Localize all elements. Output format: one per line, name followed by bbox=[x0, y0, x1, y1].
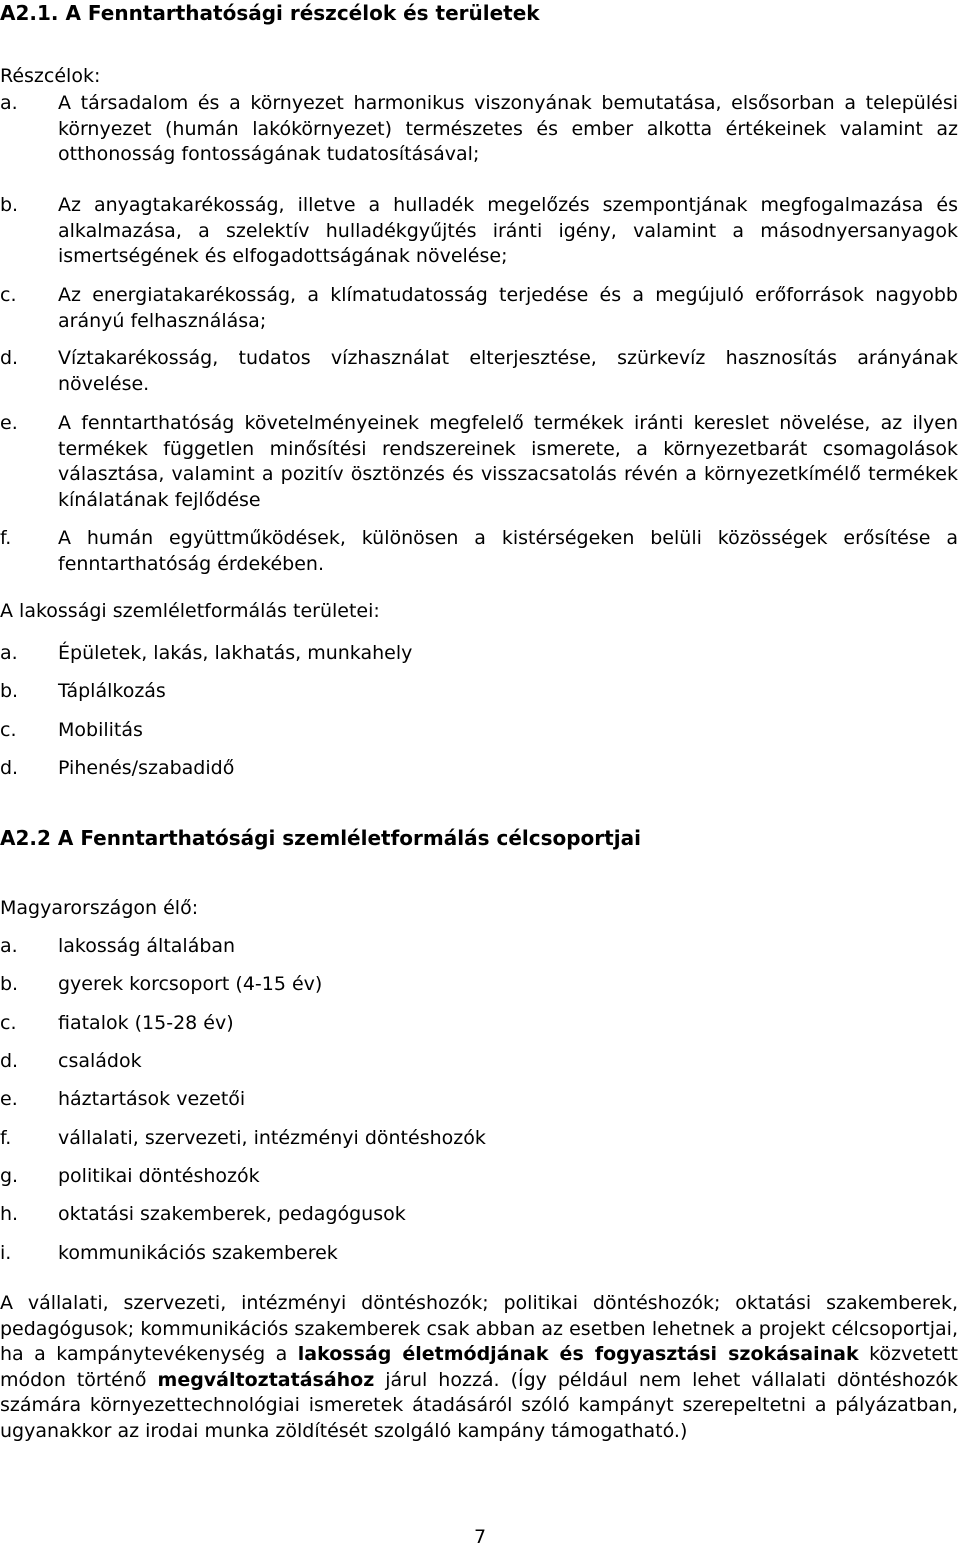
list-item-text: Víztakarékosság, tudatos vízhasználat elterjesztése, szürkevíz hasznosítás arányának növelése. bbox=[58, 347, 958, 395]
closing-text: járul hozzá. (Így például nem lehet vállalati döntéshozók számára környezettechnológiai ismeretek átadásáról szóló kampányt szerepeltetni a pályázatban, ugyanakkor az irodai munka zöldítését szolgáló kampány támogatható.) bbox=[0, 1368, 958, 1442]
list-item-text: politikai döntéshozók bbox=[58, 1165, 260, 1187]
list-item-text: Táplálkozás bbox=[58, 680, 166, 702]
list-item bbox=[0, 411, 958, 513]
subgoals-label: Részcélok: bbox=[0, 65, 101, 87]
list-marker: i. bbox=[0, 1242, 12, 1264]
list-marker: h. bbox=[0, 1203, 19, 1225]
list-item bbox=[0, 1163, 260, 1189]
list-item-text: lakosság általában bbox=[58, 935, 236, 957]
list-item bbox=[0, 1048, 142, 1074]
list-item-text: A társadalom és a környezet harmonikus viszonyának bemutatása, elsősorban a települési környezet (humán lakókörnyezet) természetes és ember alkotta értékeinek valamint az otthonosság fontosságának tudatosításával; bbox=[58, 92, 958, 165]
closing-text: A vállalati, szervezeti, intézményi döntéshozók; politikai döntéshozók; oktatási szakemberek, pedagógusok; kommunikációs szakemberek csak abban az esetben lehetnek a projekt célcsoportjai, ha a kampánytevékenység a bbox=[0, 1292, 958, 1365]
list-item bbox=[0, 1086, 245, 1112]
list-item bbox=[0, 933, 235, 959]
closing-emphasis: lakosság életmódjának és fogyasztási szokásainak bbox=[297, 1343, 859, 1365]
list-marker: e. bbox=[0, 412, 18, 434]
list-marker: b. bbox=[0, 194, 19, 216]
list-marker: b. bbox=[0, 973, 19, 995]
list-item-text: háztartások vezetői bbox=[58, 1088, 246, 1110]
list-item bbox=[0, 640, 412, 666]
list-item-text: oktatási szakemberek, pedagógusok bbox=[58, 1203, 406, 1225]
list-item-text: A fenntarthatóság követelményeinek megfelelő termékek iránti kereslet növelése, az ilyen termékek független minősítési rendszereinek ismerete, a környezetbarát csomagolások választása, valamint a pozitív ösztönzés és visszacsatolás révén a környezetkímélő termékek kínálatának fejlődése bbox=[58, 412, 958, 511]
groups-label: Magyarországon élő: bbox=[0, 897, 199, 919]
list-item bbox=[0, 91, 958, 168]
list-marker: f. bbox=[0, 527, 12, 549]
page-number: 7 bbox=[473, 1526, 487, 1548]
list-item bbox=[0, 193, 958, 270]
list-item-text: Épületek, lakás, lakhatás, munkahely bbox=[58, 642, 413, 664]
list-item-text: családok bbox=[58, 1050, 142, 1072]
list-marker: c. bbox=[0, 719, 17, 741]
list-item bbox=[0, 526, 958, 577]
list-item-text: Az anyagtakarékosság, illetve a hulladék megelőzés szempontjának megfogalmazása és alkalmazása, a szelektív hulladékgyűjtés iránti igény, valamint a másodnyersanyagok ismertségének és elfogadottságának növelése; bbox=[58, 194, 958, 267]
list-marker: c. bbox=[0, 284, 17, 306]
list-item-text: vállalati, szervezeti, intézményi döntéshozók bbox=[58, 1127, 486, 1149]
list-item-text: A humán együttműködések, különösen a kistérségeken belüli közösségek erősítése a fenntarthatóság érdekében. bbox=[58, 527, 958, 575]
list-marker: d. bbox=[0, 347, 19, 369]
list-item-text: fiatalok (15-28 év) bbox=[58, 1012, 234, 1034]
list-marker: a. bbox=[0, 92, 18, 114]
list-item bbox=[0, 1240, 338, 1266]
list-marker: f. bbox=[0, 1127, 12, 1149]
section-2-heading: A2.2 A Fenntarthatósági szemléletformálás célcsoportjai bbox=[0, 826, 641, 850]
list-item-text: gyerek korcsoport (4-15 év) bbox=[58, 973, 323, 995]
closing-emphasis: megváltoztatásához bbox=[157, 1368, 375, 1391]
list-marker: e. bbox=[0, 1088, 18, 1110]
list-item-text: Az energiatakarékosság, a klímatudatosság terjedése és a megújuló erőforrások nagyobb arányú felhasználása; bbox=[58, 284, 958, 332]
list-marker: b. bbox=[0, 680, 19, 702]
list-item bbox=[0, 283, 958, 334]
closing-paragraph bbox=[0, 1291, 958, 1444]
list-item bbox=[0, 1201, 406, 1227]
list-item-text: kommunikációs szakemberek bbox=[58, 1242, 338, 1264]
list-item bbox=[0, 971, 322, 997]
list-item bbox=[0, 678, 166, 704]
list-marker: g. bbox=[0, 1165, 19, 1187]
list-item-text: Mobilitás bbox=[58, 719, 143, 741]
list-item bbox=[0, 755, 234, 781]
list-item-text: Pihenés/szabadidő bbox=[58, 757, 235, 779]
closing-text: közvetett módon történő bbox=[0, 1343, 958, 1391]
list-marker: a. bbox=[0, 935, 18, 957]
list-marker: a. bbox=[0, 642, 18, 664]
section-1-heading: A2.1. A Fenntarthatósági részcélok és területek bbox=[0, 1, 540, 25]
list-marker: c. bbox=[0, 1012, 17, 1034]
list-marker: d. bbox=[0, 757, 19, 779]
areas-label: A lakossági szemléletformálás területei: bbox=[0, 600, 380, 622]
list-item bbox=[0, 1125, 486, 1151]
list-item bbox=[0, 717, 143, 743]
list-marker: d. bbox=[0, 1050, 19, 1072]
list-item bbox=[0, 346, 958, 397]
list-item bbox=[0, 1010, 234, 1036]
